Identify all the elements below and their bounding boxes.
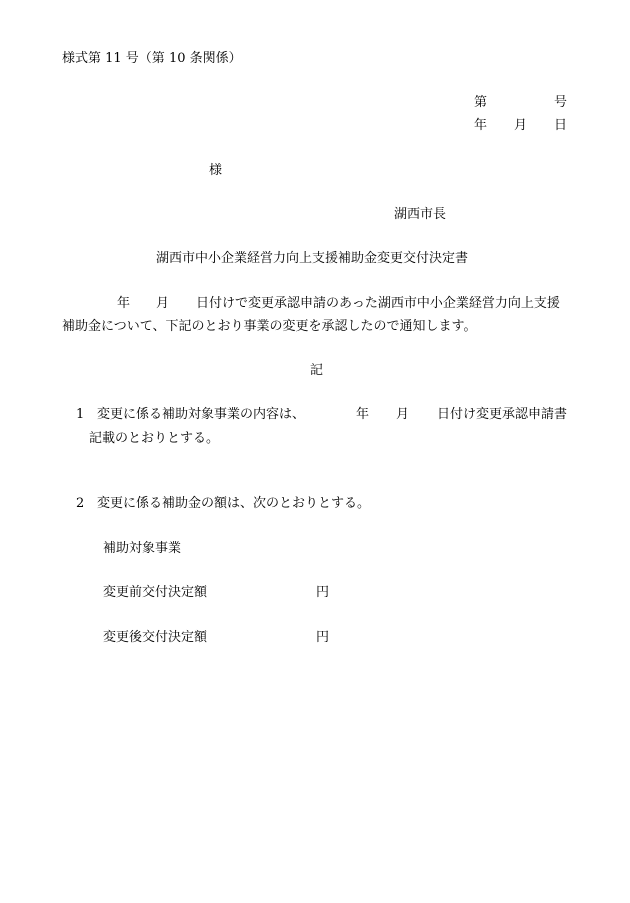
body-line2: 補助金について、下記のとおり事業の変更を承認したので通知します。 (62, 319, 477, 334)
before-amount-unit: 円 (316, 585, 330, 600)
body-month: 月 (156, 296, 170, 311)
doc-date-year: 年 (474, 118, 488, 133)
body-year: 年 (117, 296, 131, 311)
doc-number-go: 号 (554, 95, 568, 110)
item2-number: 2 (76, 496, 85, 511)
document-title: 湖西市中小企業経営力向上支援補助金変更交付決定書 (156, 251, 469, 266)
item1-month: 月 (396, 407, 410, 422)
item1-year: 年 (356, 407, 370, 422)
doc-date-day: 日 (554, 118, 568, 133)
item2-text: 変更に係る補助金の額は、次のとおりとする。 (97, 496, 371, 511)
form-number: 様式第 11 号（第 10 条関係） (62, 51, 242, 66)
after-amount-label: 変更後交付決定額 (103, 630, 208, 645)
item1-number: 1 (76, 407, 85, 422)
doc-date-month: 月 (514, 118, 528, 133)
ki-heading: 記 (310, 363, 324, 378)
doc-number-dai: 第 (474, 95, 488, 110)
item1-line2: 記載のとおりとする。 (89, 431, 220, 446)
item1-text: 変更に係る補助対象事業の内容は、 (97, 407, 306, 422)
after-amount-unit: 円 (316, 630, 330, 645)
addressee-suffix: 様 (209, 163, 223, 178)
project-label: 補助対象事業 (103, 541, 182, 556)
issuer: 湖西市長 (394, 207, 447, 222)
item1-rest: 日付け変更承認申請書 (437, 407, 568, 422)
before-amount-label: 変更前交付決定額 (103, 585, 208, 600)
body-line1: 日付けで変更承認申請のあった湖西市中小企業経営力向上支援 (196, 296, 560, 311)
